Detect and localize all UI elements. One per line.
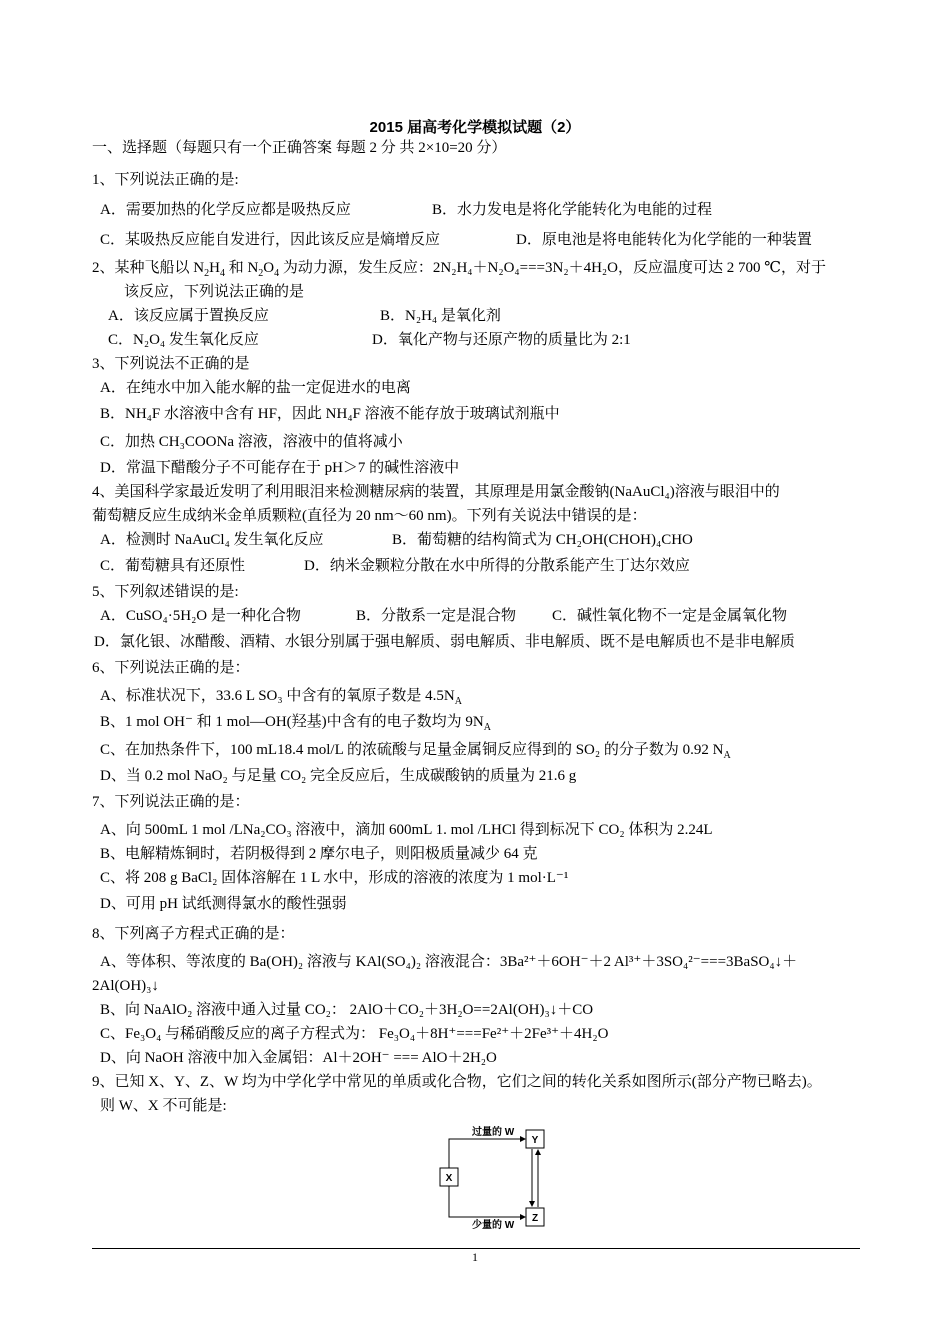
q6-stem: 6、下列说法正确的是：: [92, 660, 250, 676]
footer-divider: [92, 1248, 860, 1249]
q4-stem-line2: 葡萄糖反应生成纳米金单质颗粒(直径为 20 nm～60 nm)。下列有关说法中错误的是：: [92, 508, 647, 524]
label-x: X: [445, 1173, 453, 1184]
q4-option-a: A．检测时 NaAuCl₄ 发生氧化反应: [100, 532, 324, 548]
q8-option-a-line2: 2Al(OH)₃↓: [92, 978, 159, 994]
q6-option-c: C、在加热条件下，100 mL18.4 mol/L 的浓硫酸与足量金属铜反应得到的 SO₂ 的分子数为 0.92 $N_A$: [100, 742, 731, 761]
q3-option-b: B．NH₄F 水溶液中含有 HF，因此 NH₄F 溶液不能存放于玻璃试剂瓶中: [100, 406, 560, 422]
label-z: Z: [531, 1213, 539, 1224]
conversion-diagram: [430, 1120, 560, 1230]
q1-stem: 1、下列说法正确的是:: [92, 172, 239, 188]
q9-stem-line2: 则 W、X 不可能是:: [100, 1098, 227, 1114]
q4-option-c: C．葡萄糖具有还原性: [100, 558, 246, 574]
q9-stem-line1: 9、已知 X、Y、Z、W 均为中学化学中常见的单质或化合物，它们之间的转化关系如图所示(部分产物已略去)。: [92, 1074, 822, 1090]
page-title: 2015 届高考化学模拟试题（2）: [369, 119, 581, 136]
q3-option-d: D．常温下醋酸分子不可能存在于 pH＞7 的碱性溶液中: [100, 460, 460, 476]
q7-option-b: B、电解精炼铜时，若阴极得到 2 摩尔电子，则阳极质量减少 64 克: [100, 846, 538, 862]
q2-option-a: A．该反应属于置换反应: [108, 308, 269, 324]
q8-option-a-line1: A、等体积、等浓度的 Ba(OH)₂ 溶液与 KAl(SO₄)₂ 溶液混合：3Ba²⁺＋6OH⁻＋2 Al³⁺＋3SO₄²⁻===3BaSO₄↓＋: [100, 954, 798, 970]
q2-option-d: D．氧化产物与还原产物的质量比为 2:1: [372, 332, 631, 348]
q7-option-d: D、可用 pH 试纸测得氯水的酸性强弱: [100, 896, 347, 912]
arrow-x-to-y: [449, 1139, 525, 1168]
q4-option-d: D．纳米金颗粒分散在水中所得的分散系能产生丁达尔效应: [304, 558, 690, 574]
q4-stem-line1: 4、美国科学家最近发明了利用眼泪来检测糖尿病的装置，其原理是用氯金酸钠(NaAuCl₄)溶液与眼泪中的: [92, 484, 780, 500]
q1-option-a: A．需要加热的化学反应都是吸热反应: [100, 202, 351, 218]
q5-option-c: C．碱性氧化物不一定是金属氧化物: [552, 608, 788, 624]
q2-stem-line1: 2、某种飞船以 $N_2H_4$ 和 $N_2O_4$ 为动力源，发生反应：2N₂H₄＋N₂O₄===3N₂＋4H₂O，反应温度可达 2 700 ℃，对于: [92, 260, 827, 279]
q8-option-b: B、向 NaAlO₂ 溶液中通入过量 CO₂： 2AlO＋CO₂＋3H₂O==2Al(OH)₃↓＋CO: [100, 1002, 594, 1018]
q5-option-b: B．分散系一定是混合物: [356, 608, 517, 624]
q6-option-a: A、标准状况下，33.6 L SO₃ 中含有的氧原子数是 $4.5N_A$: [100, 688, 462, 707]
page-number: 1: [472, 1250, 478, 1264]
q1-option-b: B．水力发电是将化学能转化为电能的过程: [432, 202, 713, 218]
q3-option-a: A．在纯水中加入能水解的盐一定促进水的电离: [100, 380, 411, 396]
q6-option-d: D、当 0.2 mol NaO₂ 与足量 CO₂ 完全反应后，生成碳酸钠的质量为 21.6 g: [100, 768, 577, 784]
q3-option-c: C．加热 CH₃COONa 溶液，溶液中的值将减小: [100, 434, 403, 450]
q2-option-c: C．N₂O₄ 发生氧化反应: [108, 332, 259, 348]
q8-option-c: C、Fe₃O₄ 与稀硝酸反应的离子方程式为： Fe₃O₄＋8H⁺===Fe²⁺＋2Fe³⁺＋4H₂O: [100, 1026, 609, 1042]
q5-option-a: A．CuSO₄·5H₂O 是一种化合物: [100, 608, 301, 624]
q3-stem: 3、下列说法不正确的是: [92, 356, 250, 372]
q7-stem: 7、下列说法正确的是：: [92, 794, 250, 810]
q6-option-b: B、1 mol OH⁻ 和 1 mol—OH(羟基)中含有的电子数均为 $9N_A$: [100, 714, 491, 733]
label-y: Y: [531, 1135, 539, 1146]
q7-option-c: C、将 208 g BaCl₂ 固体溶解在 1 L 水中，形成的溶液的浓度为 1 mol·L⁻¹: [100, 870, 569, 886]
q7-option-a: A、向 500mL 1 mol /LNa₂CO₃ 溶液中，滴加 600mL 1. mol /LHCl 得到标况下 CO₂ 体积为 2.24L: [100, 822, 713, 838]
q5-stem: 5、下列叙述错误的是:: [92, 584, 239, 600]
section-heading: 一、选择题（每题只有一个正确答案 每题 2 分 共 2×10=20 分）: [92, 140, 507, 156]
bottom-arrow-label: 少量的 W: [472, 1220, 515, 1230]
q4-option-b: B．葡萄糖的结构简式为 CH₂OH(CHOH)₄CHO: [392, 532, 693, 548]
q1-option-d: D．原电池是将电能转化为化学能的一种装置: [516, 232, 812, 248]
q1-option-c: C．某吸热反应能自发进行，因此该反应是熵增反应: [100, 232, 441, 248]
q8-option-d: D、向 NaOH 溶液中加入金属铝：Al＋2OH⁻ === AlO＋2H₂O: [100, 1050, 497, 1066]
q2-stem-line2: 该反应，下列说法正确的是: [124, 284, 305, 300]
arrow-x-to-z: [449, 1186, 525, 1217]
q8-stem: 8、下列离子方程式正确的是：: [92, 926, 295, 942]
q2-option-b: B．N₂H₄ 是氧化剂: [380, 308, 501, 324]
top-arrow-label: 过量的 W: [472, 1127, 515, 1138]
q5-option-d: D．氯化银、冰醋酸、酒精、水银分别属于强电解质、弱电解质、非电解质、既不是电解质也不是非电解质: [94, 634, 795, 650]
q2-reaction: 2N₂H₄＋N₂O₄===3N₂＋4H₂O，反应温度可达 2 700 ℃，对于: [432, 260, 827, 276]
